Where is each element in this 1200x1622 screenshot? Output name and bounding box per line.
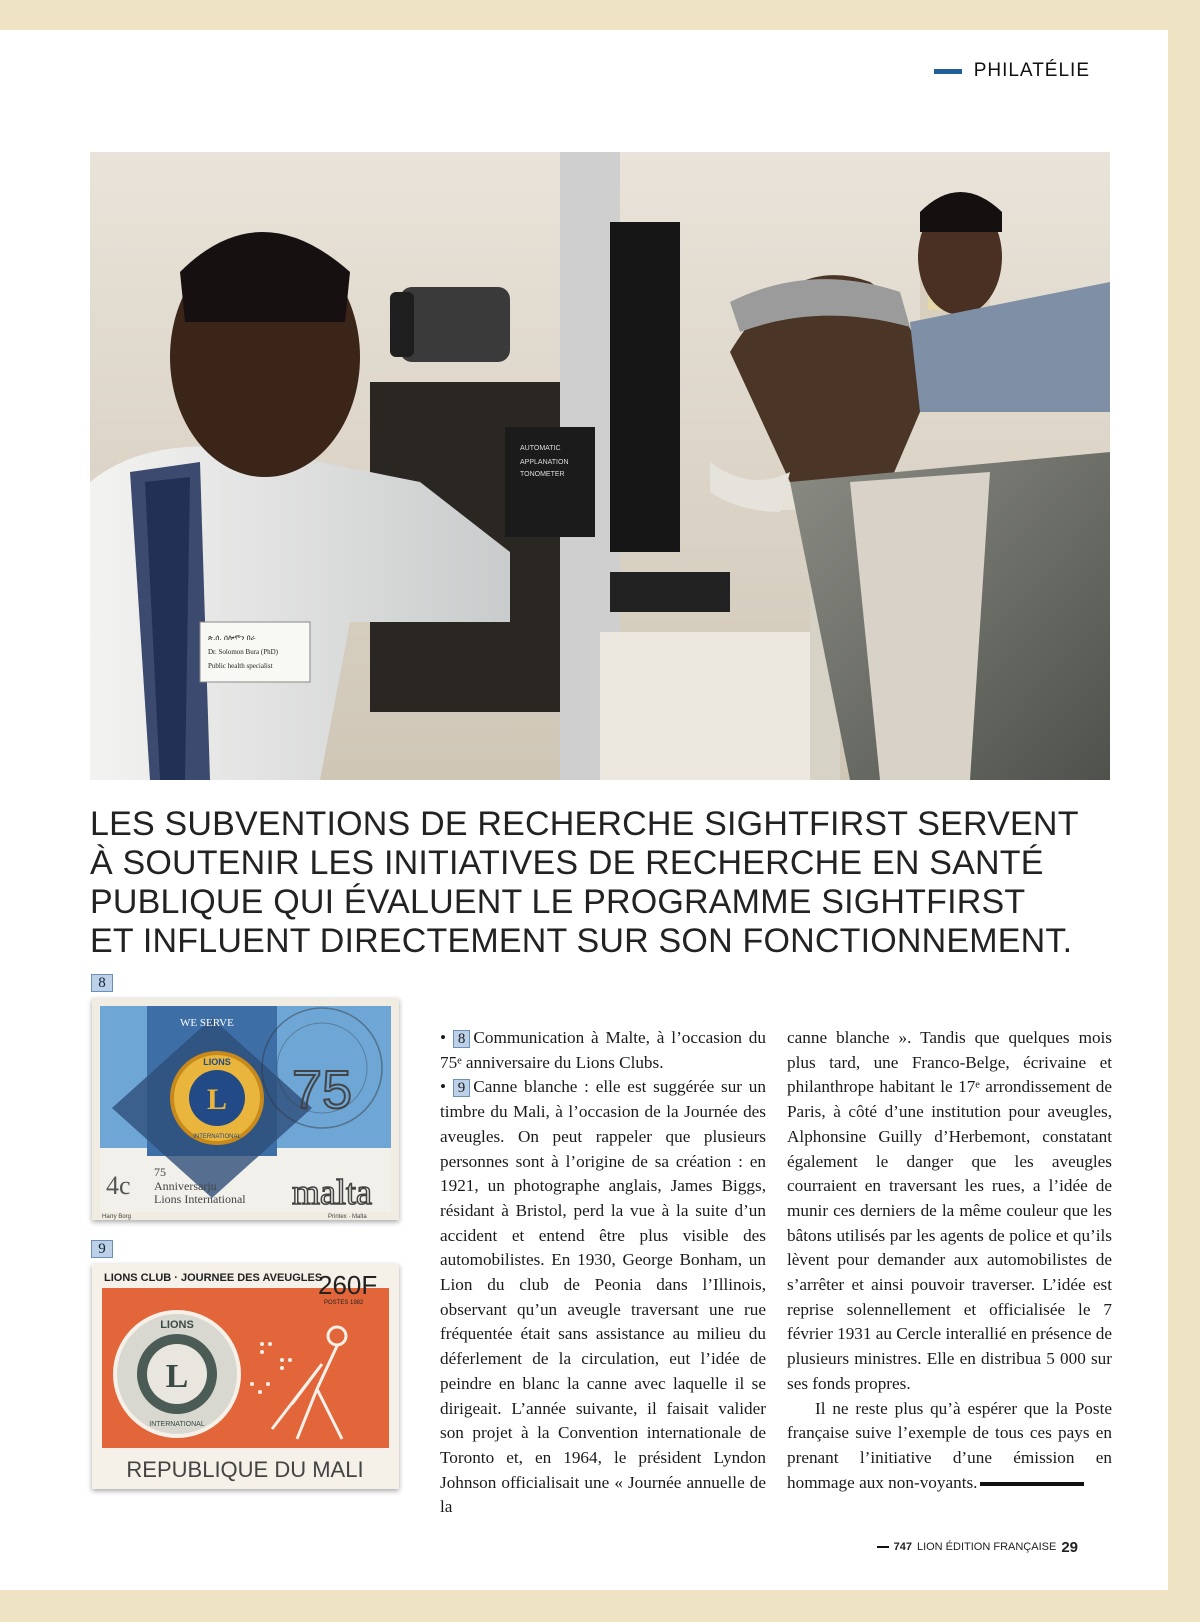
- end-mark: [980, 1482, 1084, 1486]
- mali-stamp-art: [92, 1264, 399, 1489]
- headline-line-3: PUBLIQUE QUI ÉVALUENT LE PROGRAMME SIGHTFIRST: [90, 883, 1026, 921]
- article-photo: [90, 152, 1110, 780]
- malta-emblem-bottom: INTERNATIONAL: [193, 1134, 241, 1140]
- malta-emblem-letter: L: [206, 1083, 228, 1116]
- paragraph-stamp-9: • 9 Canne blanche : elle est suggérée sur un timbre du Mali, à l’occasion de la Journée des aveugles. On peut rappeler que plusieurs personnes sont à l’origine de sa création : en 1921, un photographe anglais, James Biggs, résidant à Bristol, perd la vue à la suite d’un accident et entend être plus visible des automobilistes. En 1930, George Bonham, un Lion du club de Peonia dans l’Illinois, observant qu’un aveugle traversant une rue fréquentée était sans assistance au milieu du déferlement de la circulation, eut l’idée de peindre en blanc la canne avec laquelle il se dirigeait. L’année suivante, il faisait valider son projet à la Convention internationale de Toronto et, en 1964, le président Lyndon Johnson officialisait une « Journée annuelle de la: [440, 1077, 766, 1517]
- paragraph-8-text: Communication à Malte, à l’occasion du 75ᵉ anniversaire du Lions Clubs.: [440, 1028, 766, 1072]
- stamp-number-9: 9: [91, 1240, 113, 1258]
- malta-country: malta: [292, 1172, 372, 1212]
- footer-dash: [877, 1546, 889, 1548]
- paragraph-continued: canne blanche ». Tandis que quelques mois plus tard, une Franco-Belge, écrivaine et philanthrope habitant le 17ᵉ arrondissement de Paris, à côté d’une institution pour aveugles, Alphonsine Guilly d’Herbemont, constatant également le danger que les aveugles courraient en traversant les rues, a l’idée de munir ces derniers de la même couleur que les bâtons utilisés par les agents de police et qu’ils lèvent pour demander aux automobilistes de s’arrêter et ainsi pouvoir traverser. L’idée est reprise solennellement et officialisée le 7 février 1931 au Cercle interallié en présence de plusieurs ministres. Elle en distribua 5 000 sur ses fonds propres.: [787, 1028, 1112, 1393]
- mali-top-text: LIONS CLUB · JOURNEE DES AVEUGLES: [104, 1272, 323, 1284]
- name-tag-line1: ጽ.ሰ. ሰሎሞን በራ: [208, 634, 256, 642]
- magazine-page: [0, 30, 1168, 1590]
- mali-value: 260F: [318, 1270, 378, 1300]
- page-footer: [877, 1537, 1078, 1557]
- paragraph-9-text: Canne blanche : elle est suggérée sur un timbre du Mali, à l’occasion de la Journée des aveugles. On peut rappeler que plusieurs personnes sont à l’origine de sa création : en 1921, un photographe anglais, James Biggs, résidant à Bristol, perd la vue à la suite d’un accident et entend être plus visible des automobilistes. En 1930, George Bonham, un Lion du club de Peonia dans l’Illinois, observant qu’un aveugle traversant une rue fréquentée était sans assistance au milieu du déferlement de la circulation, eut l’idée de peindre en blanc la canne avec laquelle il se dirigeait. L’année suivante, il faisait valider son projet à la Convention internationale de Toronto et, en 1964, le président Lyndon Johnson officialisait une « Journée annuelle de la: [440, 1077, 766, 1517]
- section-label: PHILATÉLIE: [973, 60, 1090, 81]
- malta-printer: Printex · Malta: [328, 1214, 367, 1220]
- machine-label-3: TONOMETER: [520, 471, 565, 478]
- footer-magazine: LION ÉDITION FRANÇAISE: [916, 1541, 1057, 1553]
- malta-stamp: [92, 998, 399, 1220]
- mali-emblem-bottom: INTERNATIONAL: [149, 1421, 205, 1428]
- article-column-1: [440, 1026, 766, 1520]
- conclusion-text: Il ne reste plus qu’à espérer que la Poste française suive l’exemple de tous ces pays en prenant l’initiative d’une émission en hommage aux non-voyants.: [787, 1398, 1112, 1492]
- name-tag-line2: Dr. Solomon Bura (PhD): [208, 648, 278, 656]
- malta-caption-3: Lions International: [154, 1192, 246, 1206]
- headline: [90, 805, 1120, 961]
- malta-value: 4c: [106, 1171, 131, 1200]
- mali-subvalue: POSTES 1982: [324, 1300, 364, 1306]
- inline-number-9: 9: [453, 1079, 471, 1097]
- malta-emblem-text: LIONS: [203, 1057, 231, 1067]
- page-number: 29: [1061, 1538, 1078, 1556]
- malta-caption-2: Anniversarju: [154, 1179, 217, 1193]
- eye-exam-photo: [90, 152, 1110, 780]
- section-bar: [934, 69, 962, 74]
- mali-stamp: [92, 1264, 399, 1489]
- section-tag: [934, 60, 1090, 82]
- stamp-number-8: 8: [91, 974, 113, 992]
- malta-caption-1: 75: [154, 1165, 166, 1179]
- article-column-2: [787, 1026, 1112, 1495]
- mali-emblem-letter: L: [165, 1358, 189, 1395]
- malta-stamp-art: [92, 998, 399, 1220]
- paragraph-stamp-8: • 8 Communication à Malte, à l’occasion du 75ᵉ anniversaire du Lions Clubs.: [440, 1028, 766, 1072]
- machine-label-1: AUTOMATIC: [520, 445, 561, 452]
- headline-line-2: À SOUTENIR LES INITIATIVES DE RECHERCHE EN SANTÉ: [90, 844, 1044, 882]
- headline-line-1: LES SUBVENTIONS DE RECHERCHE SIGHTFIRST SERVENT: [90, 805, 1079, 843]
- inline-number-8: 8: [453, 1030, 471, 1048]
- malta-designer: Harry Borg: [102, 1214, 132, 1220]
- name-tag-line3: Public health specialist: [208, 662, 273, 670]
- mali-country: REPUBLIQUE DU MALI: [126, 1457, 364, 1482]
- paragraph-conclusion: [787, 1397, 1112, 1496]
- malta-top-text: WE SERVE: [180, 1017, 234, 1029]
- headline-line-4: ET INFLUENT DIRECTEMENT SUR SON FONCTIONNEMENT.: [90, 922, 1073, 960]
- malta-big-number: 75: [292, 1060, 353, 1120]
- mali-emblem-text: LIONS: [160, 1319, 194, 1331]
- footer-issue: 747: [893, 1541, 912, 1553]
- machine-label-2: APPLANATION: [520, 459, 569, 466]
